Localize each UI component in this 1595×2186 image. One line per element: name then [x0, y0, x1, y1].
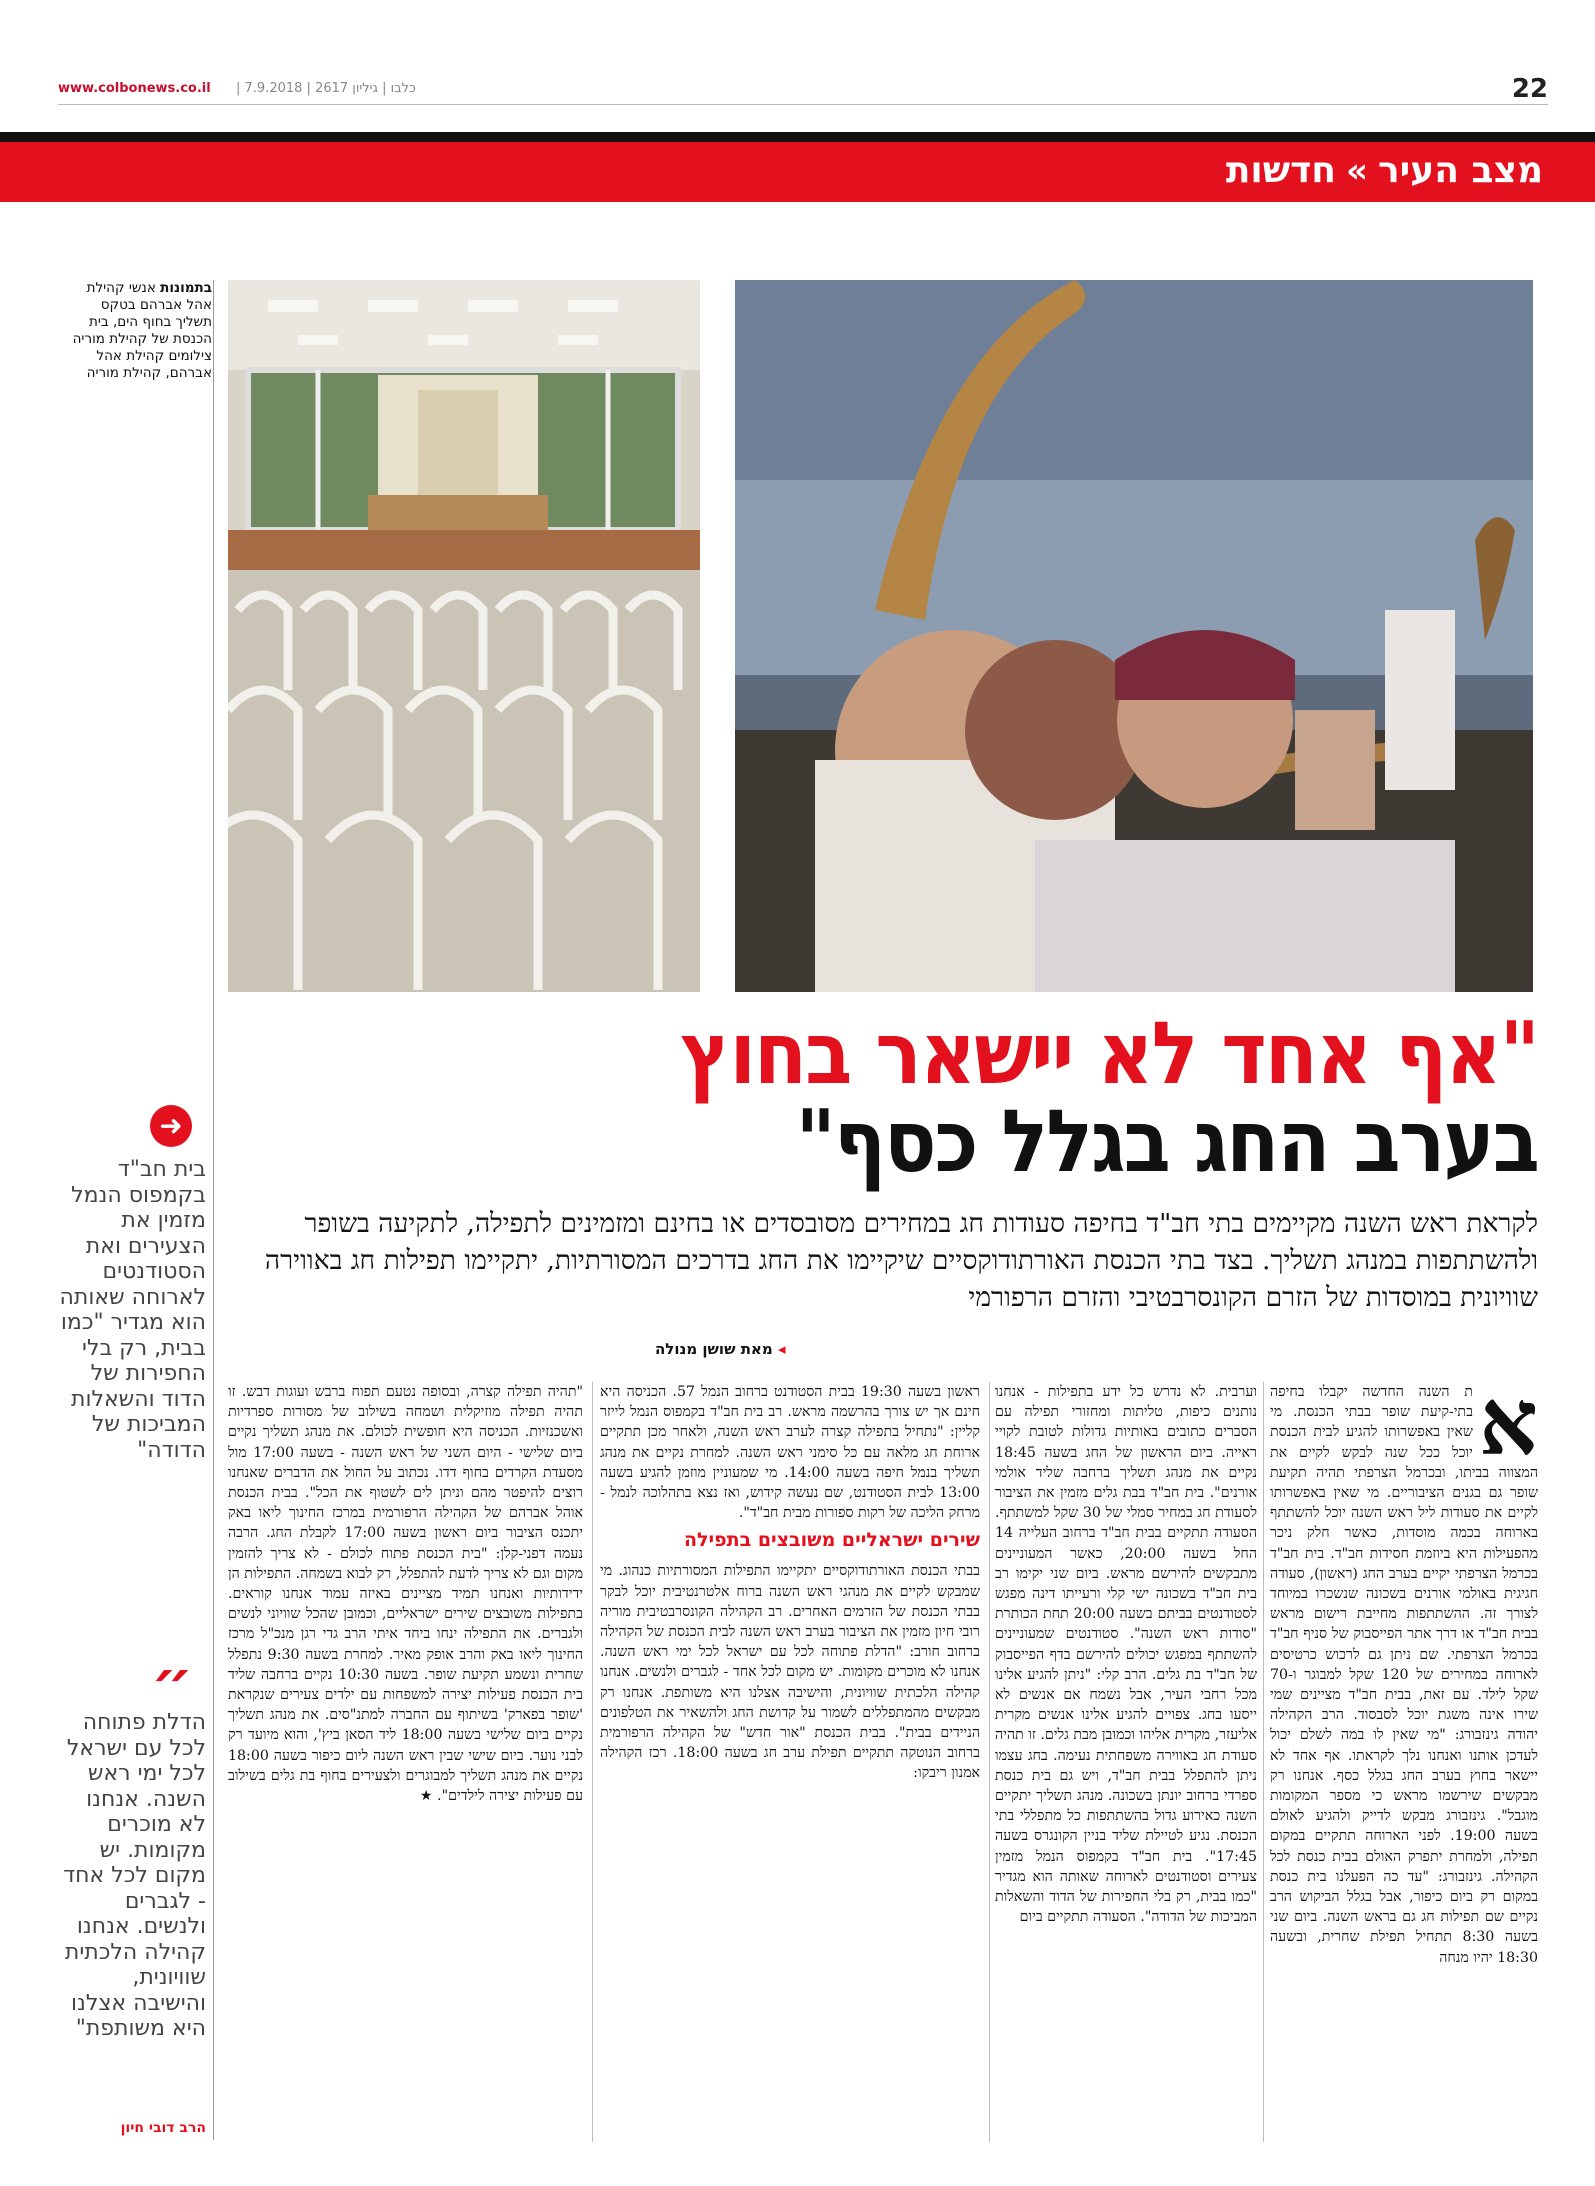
column-1-text: ת השנה החדשה יקבלו בחיפה בתי-קיעת שופר בבתי הכנסת. מי שאין באפשרותו להגיע לבית הכנסת יוכל ככל שנה לבקש לקיים את המצווה בביתו, ובכרמל הצרפתי תהיה תקיעת שופר גם בגנים הציבוריים. מי שאין באפשרותו לקיים את סעודות ליל ראש השנה יוכל להשתתף בארוחה בכמה מוסדות, כאשר חלק ניכר מהפעילות היא ביוזמת חסידות חב"ד. בית חב"ד בכרמל הצרפתי יקיים בערב החג (ראשון), סעודה חגיגית באולמי אורנים בשכונה שנשכרו במיוחד לצורך זה. ההשתתפות מחייבת רישום מראש בבית חב"ד או דרך אתר הפייסבוק של סניף חב"ד בכרמל הצרפתי. שם ניתן גם לרכוש כרטיסים לארוחה במחירים של 120 שקל למבוגר ו-70 שקל לילד. עם זאת, בבית חב"ד מציינים שמי שירו אינה משגת יוכל לסבסוד. הרב הקהילה יהודה גינזבורג: "מי שאין לו במה לשלם יכול לעדכן אותנו ואנחנו נלך לקראתו. אף אחד לא יישאר בחוץ בערב החג בגלל כסף. אנחנו רק מבקשים שירשמו מראש כי מספר המקומות מוגבל". גינזבורג מבקש לדייק ולהגיע לאולם בשעה 19:00. לפני הארוחה תתקיים במקום תפילה, ולמחרת יתפרק האולם בבית כנסת לכל הקהילה. גינזבורג: "עד כה הפעלנו בית כנסת במקום רק ביום כיפור, אבל בגלל הביקוש הרב נקיים שם תפילות חג גם בראש השנה. ביום שני בשעה 8:30 תתחיל תפילת שחרית, ובשעה 18:30 יהיו מנחה [1270, 1384, 1538, 1966]
headline [228, 1004, 1538, 1192]
byline [655, 1340, 785, 1358]
section-top-rule [0, 132, 1595, 142]
column-divider [989, 1382, 990, 2142]
column-3-text-a: ראשון בשעה 19:30 בבית הסטודנט ברחוב הנמל 57. הכניסה היא חינם אך יש צורך בהרשמה מראש. רב בית חב"ד בקמפוס הנמל לייזר קליין: "נתחיל בתפילה קצרה לערב ראש השנה, ולאחר מכן תתקיים ארוחת חג מלאה עם כל סימני ראש השנה. למחרת נקיים את מנהג תשליך בנמל חיפה בשעה 14:00. מי שמעוניין מוזמן להגיע בשעה 13:00 לבית הסטודנט, שם נעשה קידוש, ואז נצא בתהלוכה לנמל - מרחק הליכה של רקות ספורות מבית חב"ד". [600, 1384, 981, 1522]
byline-prefix: מאת [740, 1340, 773, 1358]
byline-author: שושן מנולה [655, 1340, 736, 1358]
article-subtitle: שירים ישראליים משובצים בתפילה [684, 1529, 980, 1552]
arrow-icon: ➜ [150, 1105, 192, 1147]
byline-arrow-icon: ◂ [777, 1340, 786, 1358]
shofar-beach-photo [735, 280, 1533, 992]
column-4-text: "תהיה תפילה קצרה, ובסופה נטעם תפוח ברבש ועוגות דבש. זו תהיה תפילה מוזיקלית ושמחה בשילוב של מסורות ספרדיות ואשכנזיות. הכניסה היא חופשית לכולם. את מנהג תשליך נקיים ביום שלישי - היום השני של ראש השנה - בשעה 17:00 מול מסעדת הקרדים בחוף דדו. נכתוב על החול את הדברים שאנחנו רוצים להיפטר מהם וניתן לים לשטוף את הכל". בבית הכנסת אוהל אברהם של הקהילה הרפורמית במרכז החינוך ליאו באק יתכנס הציבור ביום ראשון בשעה 17:00 לקבלת החג. הרבה נעמה דפני-קלן: "בית הכנסת פתוח לכולם - לא צריך להזמין מקום וגם לא צריך לדעת להתפלל, רק לבוא בשמחה. התפילות הן ידידותיות ואנחנו תמיד מציינים באיזה עמוד אנחנו קוראים. בתפילות משובצים שירים ישראליים, וכמובן שהכל שוויוני לנשים ולגברים. את התפילה ינחו ביחד איתי הרב גדי רגן מנכ"ל מרכז החינוך ליאו באק והרב אופק מאיר. למחרת בשעה 9:30 נתפלל שחרית ונשמע תקיעת שופר. בשעה 10:30 נקיים ברחבה שליד בית הכנסת פעילות יצירה למשפחות עם ילדים צעירים שנקראת 'שופר בפארק' בשיתוף עם החברה למתנ"סים. את מנהג תשליך נקיים ביום שלישי בשעה 18:00 ליד הסאן ביץ', והוא מיועד רק לבני נוער. ביום שישי שבין ראש השנה ליום כיפור בשעה 18:00 נקיים את מנהג תשליך למבוגרים ולצעירים בחוף בת גלים בשילוב עם פעילות יצירה לילדים". ★ [228, 1384, 584, 1805]
side-quote-2-author: הרב דובי חיון [120, 2120, 206, 2136]
article-column-3 [600, 1382, 980, 1784]
article-column-2 [995, 1382, 1257, 1927]
page-number: 22 [1511, 74, 1548, 104]
column-divider [592, 1382, 593, 2142]
photo-caption [62, 280, 212, 382]
caption-text: אנשי קהילת אהל אברהם בטקס תשליך בחוף הים, בית הכנסת של קהילת מוריה [72, 280, 212, 347]
side-quote-1: בית חב"ד בקמפוס הנמל מזמין את הצעירים ואת הסטודנטים לארוחה שאותה הוא מגדיר "כמו בבית, רק בלי החפירות של הדוד והשאלות המביכות של הדודה" [59, 1157, 206, 1463]
headline-line-1: "אף אחד לא יישאר בחוץ [680, 1004, 1538, 1104]
shofar-illustration [735, 280, 1533, 992]
caption-credit: צילומים קהילת אהל אברהם, קהילת מוריה [86, 348, 212, 381]
quote-icon: ״ [150, 1648, 194, 1718]
headline-line-2: בערב החג בגלל כסף" [795, 1092, 1538, 1192]
chevron-icon: » [1346, 150, 1368, 191]
dropcap: א [1478, 1368, 1538, 1476]
section-primary: מצב העיר [1377, 150, 1543, 191]
section-title [1226, 150, 1543, 191]
article-column-4 [228, 1382, 583, 1806]
section-secondary: חדשות [1225, 150, 1336, 191]
synagogue-photo [228, 280, 700, 992]
issue-meta: | כלבו | גיליון 2617 | 7.9.2018 [236, 81, 416, 96]
synagogue-illustration [228, 280, 700, 992]
subheadline: לקראת ראש השנה מקיימים בתי חב"ד בחיפה סעודות חג במחירים מסובסדים או בחינם ומזמינים לתפילה, לתקיעה בשופר ולהשתתפות במנהג תשליך. בצד בתי הכנסת האורתודוקסיים שיקיימו את החג בדרכים המסורתיות, יתקיימו תפילות חג באווירה שוויונית במוסדות של הזרם הקונסרבטיבי והזרם הרפורמי [264, 1208, 1538, 1313]
section-banner [0, 142, 1595, 202]
running-header [58, 74, 1548, 105]
sidebar-divider [213, 280, 214, 2140]
site-url[interactable]: www.colbonews.co.il [58, 81, 211, 96]
article-column-1 [1270, 1368, 1538, 1968]
caption-lead: בתמונות [160, 280, 212, 296]
side-quote-2: הדלת פתוחה לכל עם ישראל לכל ימי ראש השנה. אנחנו לא מוכרים מקומות. יש מקום לכל אחד - לגברים ולנשים. אנחנו קהילה הלכתית שוויונית, והישיבה אצלנו היא משותפת" [63, 1710, 206, 2041]
column-divider [1263, 1382, 1264, 2142]
column-3-text-b: בבתי הכנסת האורתודוקסיים יתקיימו התפילות המסורתיות כנהוג. מי שמבקש לקיים את מנהגי ראש השנה ברוח אלטרנטיבית יוכל לבקר בבתי הכנסת של הזרמים האחרים. רב הקהילה הקונסרבטיבית מוריה רובי חיון מזמין את הציבור בערב ראש השנה לבית הכנסת של הקהילה ברחוב חורב: "הדלת פתוחה לכל עם ישראל לכל ימי ראש השנה. אנחנו לא מוכרים מקומות. יש מקום לכל אחד - לגברים ולנשים. אנחנו קהילה הלכתית שוויונית, והישיבה אצלנו היא משותפת. אנחנו רק מבקשים מהמתפללים לשמור על קדושת החג ולהשאיר את הטלפונים הניידים בבית". בבית הכנסת "אור חדש" של הקהילה הרפורמית ברחוב הנוטקה תתקיים תפילת ערב חג בשעה 18:00. רכז הקהילה אמנון ריבקו: [600, 1563, 980, 1782]
column-2-text: וערבית. לא נדרש כל ידע בתפילות - אנחנו נותנים כיפות, טליתות ומחזורי תפילה עם הסברים כתובים באותיות גדולות לטובת לקויי ראייה. ביום הראשון של החג בשעה 18:45 נקיים את מנהג תשליך ברחבה שליד אולמי אורנים". בית חב"ד בבת גלים מזמין את הציבור לסעודת חג במחיר סמלי של 30 שקל למשתתף. הסעודה תתקיים בבית חב"ד ברחוב העלייה 14 החל בשעה 20:00, כאשר המעוניינים מתבקשים להירשם מראש. ביום שני יקימו רב בית חב"ד בשכונה ישי קלי ורעייתו דינה מפגש לסטודנטים בביתם בשעה 20:00 תחת הכותרת "סודות ראש השנה". סטודנטים שמעוניינים להשתתף במפגש יכולים להירשם בדף הפייסבוק של חב"ד בת גלים. הרב קלי: "ניתן להגיע אלינו מכל רחבי העיר, אבל נשמח אם אנשים לא ייסעו בחג. צפויים להגיע אלינו אנשים מקרית אליעזר, מקרית אליהו וכמובן מבת גלים. זו תהיה סעודת חג באווירה משפחתית נעימה. בחג עצמו ניתן להתפלל בבית חב"ד, ויש גם בית כנסת ספרדי ברחוב יונתן בשכונה. מנהג תשליך יתקיים השנה כאירוע גדול בהשתתפות כל מתפללי בתי הכנסת. נגיע לטיילת שליד בניין הקונגרס בשעה 17:45". בית חב"ד בקמפוס הנמל מזמין צעירים וסטודנטים לארוחה שאותה הוא מגדיר "כמו בבית, רק בלי החפירות של הדוד והשאלות המביכות של הדודה". הסעודה תתקיים ביום [995, 1384, 1257, 1926]
